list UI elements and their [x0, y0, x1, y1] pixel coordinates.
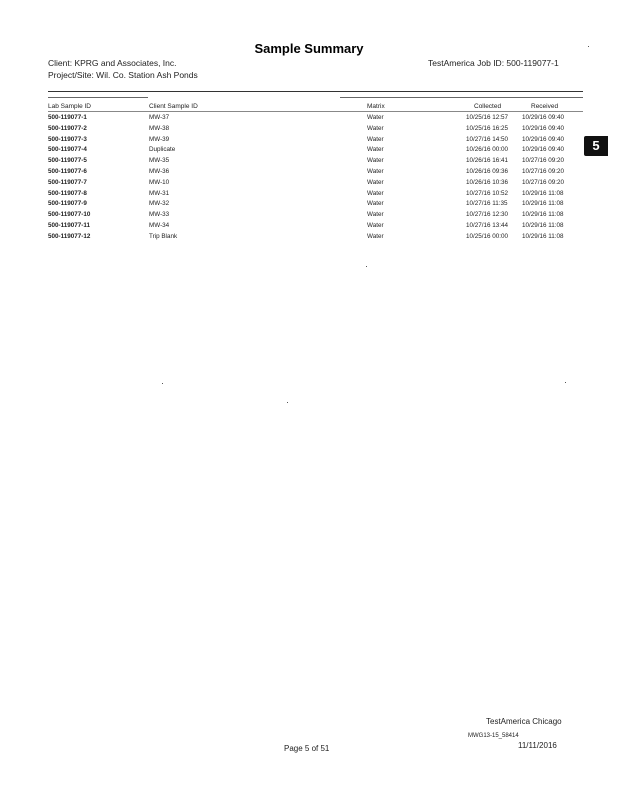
- collected-cell: 10/25/16 00:00: [466, 232, 509, 240]
- received-cell: 10/27/16 09:20: [522, 157, 565, 165]
- table-row: [0, 146, 618, 156]
- job-id: TestAmerica Job ID: 500-119077-1: [428, 58, 559, 68]
- collected-cell: 10/27/16 13:44: [466, 222, 509, 229]
- lab-sample-id-cell: 500-119077-11: [48, 222, 91, 229]
- client-sample-id-cell: Duplicate: [149, 146, 176, 154]
- collected-cell: 10/25/16 16:25: [466, 124, 509, 132]
- lab-sample-id-cell: 500-119077-6: [48, 168, 87, 175]
- table-row: [0, 222, 618, 232]
- table-row: [0, 125, 618, 135]
- table-row: [0, 190, 618, 200]
- lab-sample-id-cell: 500-119077-3: [48, 135, 87, 143]
- lab-sample-id-cell: 500-119077-7: [48, 178, 87, 186]
- matrix-cell: Water: [367, 178, 384, 186]
- received-cell: 10/29/16 09:40: [522, 146, 565, 154]
- matrix-cell: Water: [367, 189, 384, 197]
- matrix-cell: Water: [367, 135, 384, 143]
- scan-speck: [366, 266, 367, 267]
- matrix-cell: Water: [367, 211, 384, 219]
- column-header-rule: [48, 111, 583, 112]
- lab-name: TestAmerica Chicago: [486, 717, 562, 726]
- client-sample-id-cell: MW-39: [149, 135, 170, 143]
- received-cell: 10/29/16 11:08: [522, 200, 564, 208]
- client-sample-id-cell: MW-32: [149, 200, 170, 208]
- table-row: [0, 211, 618, 221]
- client-sample-id-cell: MW-35: [149, 157, 170, 165]
- table-row: [0, 233, 618, 243]
- matrix-cell: Water: [367, 157, 384, 165]
- received-cell: 10/29/16 09:40: [522, 114, 565, 121]
- received-cell: 10/29/16 11:08: [522, 211, 564, 219]
- col-collected: Collected: [474, 103, 502, 110]
- lab-sample-id-cell: 500-119077-5: [48, 157, 87, 165]
- doc-code: MWG13-15_58414: [468, 733, 519, 739]
- matrix-cell: Water: [367, 232, 384, 240]
- col-matrix: Matrix: [367, 103, 385, 110]
- page-title: Sample Summary: [254, 41, 364, 56]
- table-row: [0, 157, 618, 167]
- matrix-cell: Water: [367, 200, 384, 208]
- received-cell: 10/27/16 09:20: [522, 178, 565, 186]
- lab-sample-id-cell: 500-119077-9: [48, 200, 87, 208]
- lab-sample-id-cell: 500-119077-10: [48, 211, 91, 219]
- lab-sample-id-cell: 500-119077-12: [48, 232, 91, 240]
- section-tab[interactable]: 5: [584, 136, 608, 156]
- col-received: Received: [531, 103, 559, 110]
- client-sample-id-cell: MW-37: [149, 114, 170, 121]
- table-row: [0, 168, 618, 178]
- lab-sample-id-cell: 500-119077-8: [48, 189, 87, 197]
- table-row: [0, 200, 618, 210]
- collected-cell: 10/27/16 10:52: [466, 189, 509, 197]
- client-sample-id-cell: MW-38: [149, 124, 170, 132]
- header-divider-left: [48, 97, 148, 98]
- collected-cell: 10/26/16 10:36: [466, 178, 509, 186]
- lab-sample-id-cell: 500-119077-1: [48, 114, 87, 121]
- matrix-cell: Water: [367, 222, 384, 229]
- received-cell: 10/29/16 09:40: [522, 124, 565, 132]
- page-number: Page 5 of 51: [284, 744, 330, 753]
- table-row: [0, 136, 618, 146]
- scan-speck: [588, 46, 589, 47]
- lab-sample-id-cell: 500-119077-4: [48, 146, 87, 154]
- collected-cell: 10/26/16 00:00: [466, 146, 509, 154]
- scan-speck: [162, 383, 163, 384]
- col-client-sample-id: Client Sample ID: [149, 103, 198, 110]
- scan-speck: [565, 382, 566, 383]
- collected-cell: 10/26/16 09:36: [466, 168, 509, 175]
- col-lab-sample-id: Lab Sample ID: [48, 103, 91, 110]
- collected-cell: 10/27/16 12:30: [466, 211, 509, 219]
- client-sample-id-cell: Trip Blank: [149, 232, 178, 240]
- header-divider-right: [340, 97, 583, 98]
- received-cell: 10/29/16 11:08: [522, 222, 564, 229]
- received-cell: 10/29/16 11:08: [522, 232, 564, 240]
- collected-cell: 10/26/16 16:41: [466, 157, 509, 165]
- scan-speck: [287, 402, 288, 403]
- client-sample-id-cell: MW-36: [149, 168, 170, 175]
- collected-cell: 10/25/16 12:57: [466, 114, 509, 121]
- footer-date: 11/11/2016: [518, 741, 557, 750]
- client-line: Client: KPRG and Associates, Inc.: [48, 58, 177, 68]
- lab-sample-id-cell: 500-119077-2: [48, 124, 87, 132]
- client-sample-id-cell: MW-31: [149, 189, 170, 197]
- client-sample-id-cell: MW-34: [149, 222, 170, 229]
- matrix-cell: Water: [367, 114, 384, 121]
- client-sample-id-cell: MW-10: [149, 178, 170, 186]
- client-sample-id-cell: MW-33: [149, 211, 170, 219]
- table-row: [0, 114, 618, 124]
- received-cell: 10/29/16 09:40: [522, 135, 565, 143]
- received-cell: 10/29/16 11:08: [522, 189, 564, 197]
- collected-cell: 10/27/16 14:50: [466, 135, 509, 143]
- received-cell: 10/27/16 09:20: [522, 168, 565, 175]
- collected-cell: 10/27/16 11:35: [466, 200, 508, 208]
- project-site-line: Project/Site: Wil. Co. Station Ash Ponds: [48, 70, 198, 80]
- header-divider: [48, 91, 583, 92]
- table-row: [0, 179, 618, 189]
- matrix-cell: Water: [367, 146, 384, 154]
- matrix-cell: Water: [367, 168, 384, 175]
- matrix-cell: Water: [367, 124, 384, 132]
